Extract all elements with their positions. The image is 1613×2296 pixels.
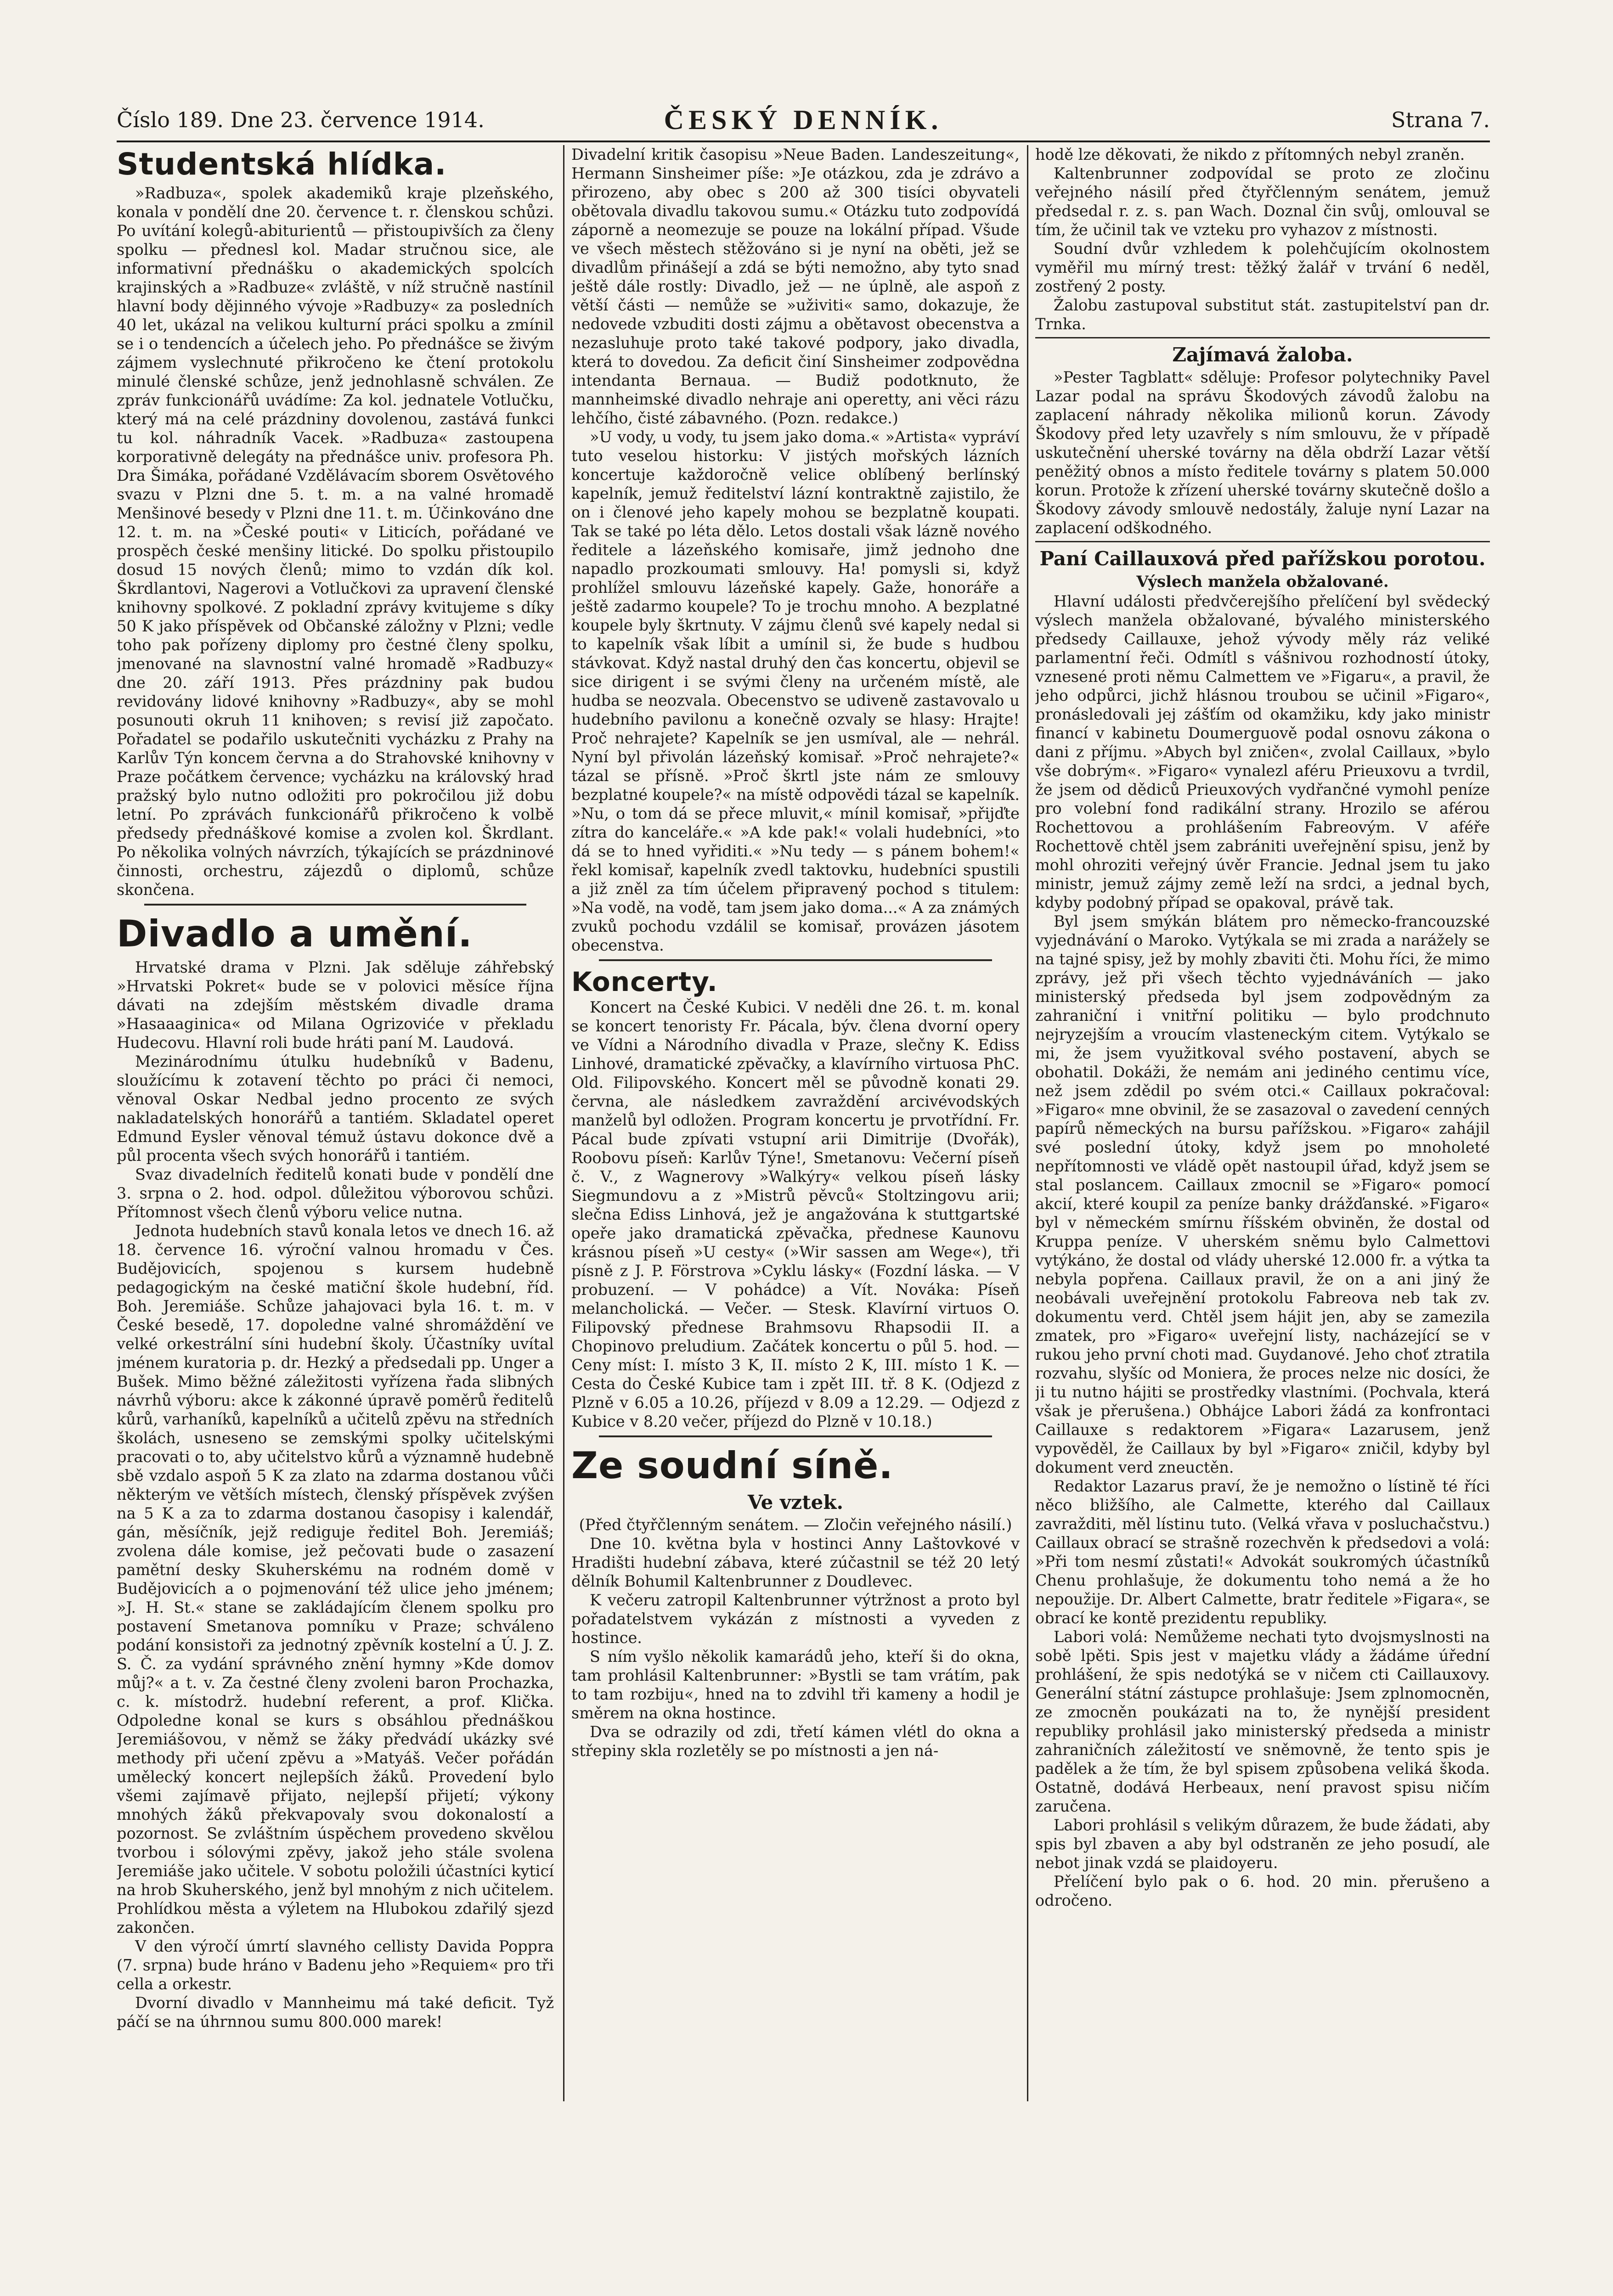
article-paragraph: Jednota hudebních stavů konala letos ve dnech 16. až 18. července 16. výroční valnou hromadu v Čes. Budějovicích, spojenou s kursem hudebně pedagogickým na české matiční škole hudební, říd. Boh. Jeremiáše. Schůze jahajovaci byla 16. t. m. v České besedě, 17. dopoledne valné shromáždění ve velké orkestrální síni hudební školy. Účastníky uvítal jménem kuratoria p. dr. Hezký a předsedali pp. Unger a Bušek. Mimo běžné záležitosti vyřízena řada slibných návrhů výboru: akce k zákonné úpravě poměrů ředitelů kůrů, varhaníků, kapelníků a učitelů zpěvu na středních školách, usneseno se zemskými spolky učitelskými pracovati o to, aby učitelstvo kůrů a významně hudebně sbě vzdalo aspoň 5 K za zlato na zdarma dostanou vůči některým ve větších místech, členský příspěvek zvýšen na 5 K a za to zdarma dostanou časopisy i kalendář, gán, měsíčník, jejž rediguje ředitel Boh. Jeremiáš; zvolena dále komise, jež pečovati bude o zasazení pamětní desky Skuherskému na rodném domě v Budějovicích a o pojmenování též ulice jeho jménem; »J. H. St.« stane se zakládajícím členem spolku pro postavení Smetanova pomníku v Praze; schváleno podání konsistoři za jednotný zpěvník kostelní a Ú. J. Z. S. Č. za vydání správného znění hymny »Kde domov můj?« a t. v. Za čestné členy zvoleni baron Prochazka, c. k. místodrž. hudební referent, a prof. Klička. Odpoledne konal se kurs s obsáhlou přednáškou Jeremiášovou, v němž se žáky předvádí ukázky své methody při učení zpěvu a »Matyáš. Večer pořádán umělecký koncert nejlepších žáků. Provedení bylo všemi zajímavě přijato, nejlepší přijetí; výkony mnohých žáků překvapovaly svou dokonalostí a pozornost. Se zvláštním úspěchem provedeno skvělou tvorbou i sólovými zpěvy, jakož jeho stále svolena Jeremiáše jako učitele. V sobotu položili účastníci kyticí na hrob Skuherského, jenž byl mnohým z nich učitelem. Prohlídkou města a výletem na Hlubokou zdařilý sjezd zakončen. (117, 1222, 554, 1936)
article-paragraph: K večeru zatropil Kaltenbrunner výtržnost a proto byl pořadatelstvem vykázán z místnosti a vyveden z hostince. (571, 1591, 1020, 1647)
article-paragraph: Svaz divadelních ředitelů konati bude v pondělí dne 3. srpna o 2. hod. odpol. důležitou výborovou schůzi. Přítomnost všech členů výboru velice nutna. (117, 1165, 554, 1221)
column-1 (117, 145, 554, 2189)
article-paragraph: »U vody, u vody, tu jsem jako doma.« »Artista« vypráví tuto veselou historku: V jistých mořských lázních koncertuje každoročně velice oblíbený berlínský kapelník, jemuž ředitelství lázní kontraktně zajistilo, že on i členové jeho kapely mohou se bezplatně koupati. Tak se také po léta dělo. Letos dostali však lázně nového ředitele a lázeňského komisaře, jimž jednoho dne napadlo prozkoumati smlouvy. Ha! pomysli si, když prohlížel smlouvu lázeňské kapely. Gaže, honoráře a ještě zadarmo koupele? To je trochu mnoho. A bezplatné koupele byly škrtnuty. V zájmu členů své kapely nedal si to kapelník však líbit a umínil si, že bude s hudbou stávkovat. Když nastal druhý den čas koncertu, objevil se sice dirigent i se svými členy na určeném místě, ale hudba se neozvala. Obecenstvo se udiveně zastavovalo u hudebního pavilonu a konečně ozvaly se hlasy: Hrajte! Proč nehrajete? Kapelník se jen usmíval, ale — nehrál. Nyní byl přivolán lázeňský komisař. »Proč nehrajete?« tázal se přísně. »Proč škrtl jste nám ze smlouvy bezplatné koupele?« na místě odpovědi tázal se kapelník. »Nu, o tom dá se přece mluvit,« mínil komisař, »přijďte zítra do kanceláře.« »A kde pak!« volali hudebníci, »to dá se to hned vyřiditi.« »Nu tedy — s pánem bohem!« řekl komisař, kapelník zvedl taktovku, hudebníci spustili a již zněl za tím účelem připravený pochod s titulem: »Na vodě, na vodě, tam jsem jako doma...« A za známých zvuků pochodu vzdálil se komisař, provázen jásotem obecenstva. (571, 428, 1020, 954)
section-title-koncerty: Koncerty. (571, 966, 718, 997)
article-paragraph: Žalobu zastupoval substitut stát. zastupitelství pan dr. Trnka. (1035, 296, 1490, 333)
section-title-soudni: Ze soudní síně. (571, 1444, 893, 1487)
article-note: (Před čtyřčlenným senátem. — Zločin veřejného násilí.) (579, 1516, 1012, 1534)
page-number: Strana 7. (1391, 107, 1490, 132)
section-separator (599, 959, 992, 961)
article-paragraph: Redaktor Lazarus praví, že je nemožno o lístině té říci něco bližšího, ale Calmette, kterého dal Caillaux zavražditi, měl lístinu tuto. (Velká vřava v posluchačstvu.) Caillaux obrací se strašně rozechvěn k předsedovi a volá: »Při tom nesmí zůstati!« Advokát soukromých účastníků Chenu prohlašuje, že dokumentu toho nemá a že ho nepoužije. Dr. Albert Calmette, bratr ředitele »Figara«, se obrací ke kontě prezidentu republiky. (1035, 1477, 1490, 1627)
issue-number-date: Číslo 189. Dne 23. července 1914. (117, 107, 485, 132)
article-paragraph: Labori prohlásil s velikým důrazem, že bude žádati, aby spis byl zbaven a aby byl odstraněn ze jeho posudí, ale nebot jinak vzdá se plaidoyeru. (1035, 1816, 1490, 1872)
article-paragraph: Dvorní divadlo v Mannheimu má také deficit. Tyž páčí se na úhrnnou sumu 800.000 marek! (117, 1994, 554, 2031)
column-divider-2 (1027, 145, 1028, 2101)
header-rule (117, 141, 1490, 142)
section-separator (599, 1435, 992, 1437)
article-paragraph: »Pester Tagblatt« sděluje: Profesor polytechniky Pavel Lazar podal na správu Škodových závodů žalobu na zaplacení náhrady několika milionů korun. Závody Škodovy před lety uzavřely s ním smlouvu, že v případě uskutečnění uherské továrny na děla obdrží Lazar větší peněžitý obnos a místo ředitele továrny s platem 50.000 korun. Protože k zřízení uherské továrny skutečně došlo a Škodovy závody smlouvě nedostály, žaluje nyní Lazar na zaplacení odškodného. (1035, 368, 1490, 537)
masthead-title: ČESKÝ DENNÍK. (664, 105, 943, 135)
article-paragraph: Přelíčení bylo pak o 6. hod. 20 min. přerušeno a odročeno. (1035, 1873, 1490, 1909)
page-header (117, 99, 1490, 141)
article-paragraph: Hrvatské drama v Plzni. Jak sděluje záhřebský »Hrvatski Pokret« bude se v polovici měsíce října dávati na zdejším městském divadle drama »Hasaaaginica« od Milana Ogrizoviće v překladu Hudecovu. Hlavní roli bude hráti paní M. Laudová. (117, 958, 554, 1052)
article-paragraph: Kaltenbrunner zodpovídal se proto ze zločinu veřejného násilí před čtyřčlenným senátem, jemuž předsedal r. z. s. pan Wach. Doznal čin svůj, omlouval se tím, že učinil tak ve vzteku pro vyhazov z místnosti. (1035, 164, 1490, 239)
article-paragraph: »Radbuza«, spolek akademiků kraje plzeňského, konala v pondělí dne 20. července t. r. členskou schůzi. Po uvítání kolegů-abiturientů — přistoupivších za členy spolku — přednesl kol. Madar stručnou sice, ale informativní přednášku o akademických spolcích krajinských a »Radbuze« zvláště, v níž stručně nastínil hlavní body dějinného vývoje »Radbuzy« za posledních 40 let, ukázal na velikou kulturní práci spolku a zmínil se i o tendencích a účelech jeho. Po přednášce se živým zájmem vyslechnuté přikročeno ke čtení protokolu minulé členské schůze, jenž jednohlasně schválen. Ze zpráv funkcionářů uvádíme: Za kol. jednatele Votlučku, který má na celé prázdniny dovolenou, zastává funkci tu kol. náhradník Vacek. »Radbuza« zastoupena korporativně delegáty na přednášce univ. profesora Ph. Dra Šimáka, pořádané Vzdělávacím sborem Osvětového svazu v Plzni dne 5. t. m. a na valné hromadě Menšinové besedy v Plzni dne 11. t. m. Účinkováno dne 12. t. m. na »České pouti« v Liticích, pořádané ve prospěch české menšiny litické. Do spolku přistoupilo dosud 15 nových členů; mimo to vzdán dík kol. Škrdlantovi, Nagerovi a Votlučkovi za upravení členské knihovny spolkové. Z pokladní zprávy kvitujeme s díky 50 K jako příspěvek od Občanské záložny v Plzni; vedle toho pak pořízeny diplomy pro čestné členy spolku, jmenované na slavnostní valné hromadě »Radbuzy« dne 20. září 1913. Přes prázdniny pak budou revidovány lidové knihovny »Radbuzy«, aby se mohl posunouti okruh 11 knihoven; s revisí již započato. Pořadatel se podařilo uskutečniti vycházku z Prahy na Karlův Týn koncem června a do Strahovské knihovny v Praze počátkem července; vycházku na královský hrad pražský bylo nutno odložiti pro pokročilou již dobu letní. Po zprávách funkcionářů přikročeno k volbě předsedy přednáškové komise a zvolen kol. Škrdlant. Po několika volných návrzích, týkajících se prázdninové činnosti, orchestru, zájezdů o diplomů, schůze skončena. (117, 184, 554, 899)
article-paragraph: Soudní dvůr vzhledem k polehčujícím okolnostem vyměřil mu mírný trest: těžký žalář v trvání 6 neděl, zostřený 2 posty. (1035, 240, 1490, 295)
article-paragraph: Dva se odrazily od zdi, třetí kámen vlétl do okna a střepiny skla rozletěly se po místnosti a jen ná- (571, 1723, 1020, 1760)
article-paragraph: V den výročí úmrtí slavného cellisty Davida Poppra (7. srpna) bude hráno v Badenu jeho »Requiem« pro tři cella a orkestr. (117, 1937, 554, 1993)
article-paragraph: Labori volá: Nemůžeme nechati tyto dvojsmyslnosti na sobě lpěti. Spis jest v majetku vlády a žádáme úřední prohlášení, že spis nedotýká se v ničem cti Caillauxovy. Generální státní zástupce prohlašuje: Jsem zplnomocněn, ze zmocněn poukázati na to, že nynější president republiky prohlásil jako ministerský předseda a ministr zahraničních záležitostí ve sněmovně, že tento spis je padělek a že tím, že byl spisem způsobena veliká škoda. Ostatně, dodává Herbeaux, není pravost spisu ničím zaručena. (1035, 1628, 1490, 1815)
section-separator (1035, 541, 1490, 542)
article-paragraph: Dne 10. května byla v hostinci Anny Laštovkové v Hradišti hudební zábava, které zúčastnil se též 20 letý dělník Bohumil Kaltenbrunner z Doudlevec. (571, 1535, 1020, 1590)
article-paragraph: hodě lze děkovati, že nikdo z přítomných nebyl zraněn. (1035, 146, 1465, 163)
section-separator (1035, 337, 1490, 338)
article-title: Ve vztek. (747, 1491, 844, 1514)
article-title-caillaux: Paní Caillauxová před pařížskou porotou. (1039, 547, 1486, 570)
article-paragraph: Mezinárodnímu útulku hudebníků v Badenu, sloužícímu k zotavení těchto po práci či nemoci, věnoval Oskar Nedbal jedno procento ze svých nakladatelských honorářů a tantiém. Skladatel operet Edmund Eysler věnoval témuž ústavu dokonce dvě a půl procenta všech svých honorářů i tantiém. (117, 1052, 554, 1165)
article-paragraph: Koncert na České Kubici. V neděli dne 26. t. m. konal se koncert tenoristy Fr. Pácala, býv. člena dvorní opery ve Vídni a Národního divadla v Praze, slečny K. Ediss Linhové, dramatické zpěvačky, a klavírního virtuosa PhC. Old. Filipovského. Koncert měl se původně konati 29. června, ale následkem zavraždění arcivévodských manželů byl odložen. Program koncertu je prvotřídní. Fr. Pácal bude zpívati vstupní arii Dimitrije (Dvořák), Roobovu píseň: Karlův Týne!, Smetanovu: Večerní píseň č. V., z Wagnerovy »Walkýry« velkou píseň lásky Siegmundovu a z »Mistrů pěvců« Stoltzingovu arii; slečna Ediss Linhová, jež je angažována k stuttgartské opeře jako dramatická zpěvačka, přednese Kaunovu krásnou píseň »U cesty« (»Wir sassen am Wege«), tři písně z J. P. Förstrova »Cyklu lásky« (Fozdní láska. — V probuzení. — V pohádce) a Vít. Nováka: Píseň melancholická. — Večer. — Stesk. Klavírní virtuos O. Filipovský přednese Brahmsovu Rhapsodii II. a Chopinovo preludium. Začátek koncertu o půl 5. hod. — Ceny míst: I. místo 3 K, II. místo 2 K, III. místo 1 K. — Cesta do České Kubice tam i zpět III. tř. 8 K. (Odjezd z Plzně v 6.05 a 10.26, příjezd v 8.09 a 12.29. — Odjezd z Kubice v 8.20 večer, příjezd do Plzně v 10.18.) (571, 998, 1020, 1430)
section-title-divadlo: Divadlo a umění. (117, 912, 473, 955)
column-2 (571, 145, 1020, 2189)
article-paragraph: S ním vyšlo několik kamarádů jeho, kteří ši do okna, tam prohlásil Kaltenbrunner: »Bystli se tam vrátím, pak to tam rozbiju«, hned na to zdvihl tři kameny a hodil je směrem na okna hostince. (571, 1648, 1020, 1722)
article-paragraph: Hlavní události předvčerejšího přelíčení byl svědecký výslech manžela obžalované, bývalého ministerského předsedy Caillauxe, jehož vývody měly ráz veliké parlamentní řeči. Odmítl s vášnivou rozhodností útoky, vznesené proti němu Calmettem ve »Figaru«, a pravil, že jeho odpůrci, jichž hlásnou troubou se učinil »Figaro«, pronásledovali jej zášťím od okamžiku, kdy jako ministr financí v kabinetu Doumerguově podal osnovu zákona o dani z příjmu. »Abych byl zničen«, zvolal Caillaux, »bylo vše dobrým«. »Figaro« vynalezl aféru Prieuxovu a tvrdil, že jsem od dědiců Prieuxových vydřančné vymohl peníze pro volební fond radikální strany. Hrozilo se aférou Rochettovou a prohlášením Fabreovým. V aféře Rochettově chtěl jsem zabrániti uveřejnění spisu, jenž by mohl ohroziti veřejný úvěr Francie. Jednal jsem tu jako ministr, jemuž zájmy země leží na srdci, a jednal bych, kdyby podobný případ se opakoval, právě tak. (1035, 592, 1490, 912)
article-paragraph: Byl jsem smýkán blátem pro německo-francouzské vyjednávání o Maroko. Vytýkala se mi zrada a narážely se na tajné spisy, jež by mohly zbaviti čti. Mohu říci, že mimo zprávy, jež při všech těchto vyjednáváních — jako ministerský předseda byl jsem zodpovědným za zahraniční i vnitřní politiku — bylo prodchnuto nejryzejším a vroucím vlasteneckým citem. Vytýkalo se mi, že jsem využitkoval svého postavení, abych se obohatil. Dokáži, že nemám ani jediného centimu více, než jsem zdědil po svém otci.« Caillaux pokračoval: »Figaro« mne obvinil, že se zasazoval o zavedení cenných papírů německých na bursu pařížskou. »Figaro« zahájil své poslední útoky, když jsem po mnoholeté nepřítomnosti ve vládě opět nastoupil úřad, když jsem se stal poslancem. Caillaux zmocnil se »Figaro« pomocí akcií, které koupil za peníze banky drážďanské. »Figaro« byl v německém smírnu říšském obviněn, že dostal od Kruppa peníze. V uherském sněmu bylo Calmettovi vytýkáno, že dostal od vlády uherské 12.000 fr. a výtka ta nebyla popřena. Caillaux pravil, že on a ani jiný že neobávali uveřejnění protokolu Fabreova neb tak zv. dokumentu verd. Chtěl jsem hájit jen, aby se zamezila zmatek, pro »Figaro« uveřejní listy, nacházející se v rukou jeho první choti mad. Guydanové. Jeho choť ztratila rozvahu, slyšíc od Moniera, že proces nelze nic dosíci, že ji tu nutno hájiti se prostředky vlastními. (Pochvala, která však je přerušena.) Obhájce Labori žádá za konfrontaci Caillauxe s redaktorem »Figara« Lazarusem, jenž vypověděl, že Caillaux by byl »Figaro« zničil, kdyby byl dokument verd zneuctěn. (1035, 912, 1490, 1476)
column-3 (1035, 145, 1490, 2189)
section-separator (144, 904, 526, 906)
article-paragraph: Divadelní kritik časopisu »Neue Baden. Landeszeitung«, Hermann Sinsheimer píše: »Je otázkou, zda je zdrávo a přirozeno, aby obec s 200 až 300 tisíci obyvateli obětovala divadlu takovou sumu.« Otázku tuto zodpovídá záporně a neomezuje se pouze na lokální případ. Všude ve všech městech stěžováno si je nyní na oběti, jež se divadlům přinášejí a zdá se býti nemožno, aby tyto snad ještě dále rostly: Divadlo, jež — ne úplně, ale aspoň z větší části — nemůže se »uživiti« samo, dokazuje, že nedovede vzbuditi dosti zájmu a obětavost obecenstva a nezasluhuje proto také takové podpory, jako divadla, která to dovedou. Za deficit činí Sinsheimer zodpovědna intendanta Bernaua. — Budiž podotknuto, že mannheimské divadlo nehraje ani operetty, ani věci rázu lehčího, čisté zábavného. (Pozn. redakce.) (571, 146, 1020, 427)
article-subtitle: Výslech manžela obžalované. (1136, 573, 1389, 591)
section-title-studentska: Studentská hlídka. (117, 146, 447, 182)
column-divider-1 (563, 145, 564, 2101)
article-title-zaloba: Zajímavá žaloba. (1172, 343, 1353, 366)
